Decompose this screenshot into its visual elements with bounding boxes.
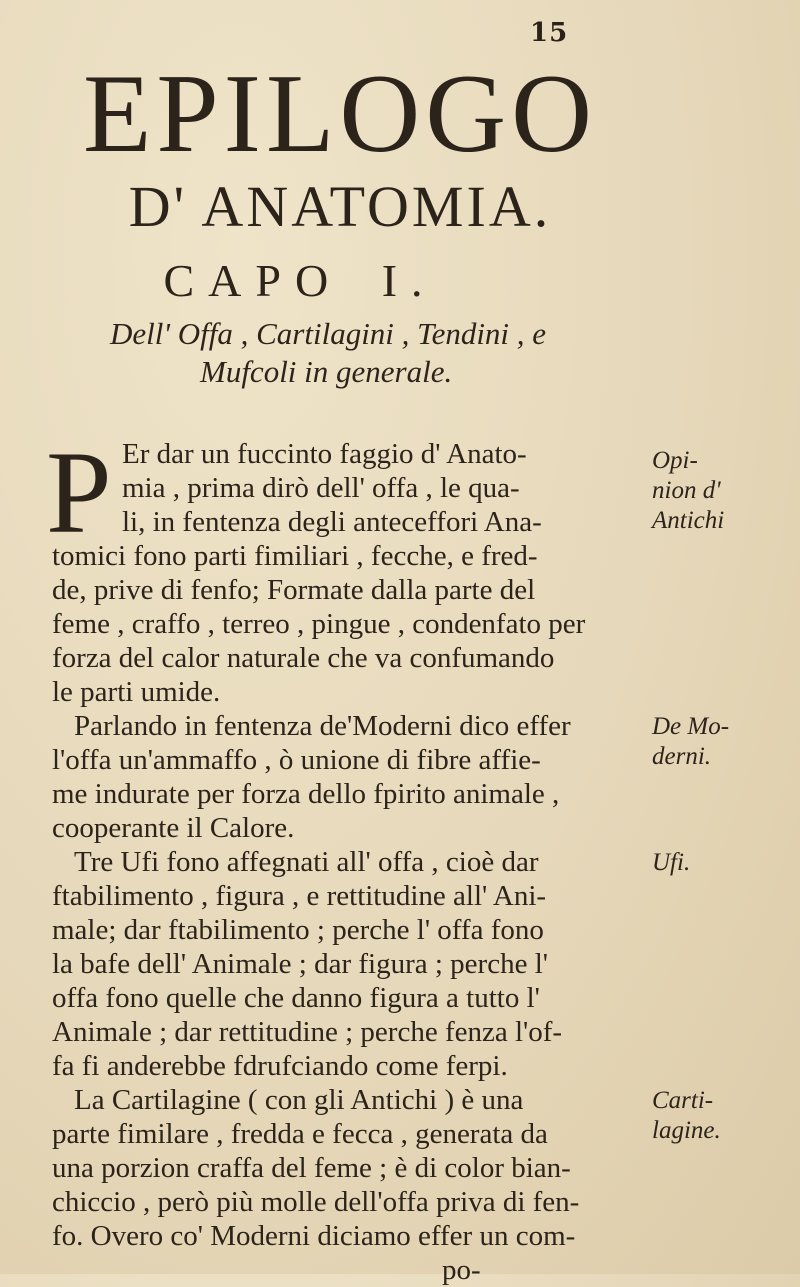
margin-note-line: lagine. (652, 1117, 721, 1144)
main-title: EPILOGO (82, 52, 598, 176)
text-line: ftabilimento , figura , e rettitudine all' Ani- (52, 880, 547, 912)
text-line: parte fimilare , fredda e fecca , generata da (52, 1118, 548, 1150)
text-line: Parlando in fentenza de'Moderni dico effer (74, 710, 571, 742)
title-subject: D' ANATOMIA. (128, 174, 552, 239)
drop-cap: P (46, 427, 112, 558)
page-number: 15 (530, 18, 569, 48)
margin-note-uses (652, 848, 690, 878)
paragraph-3 (52, 845, 632, 1083)
paragraph-1 (52, 437, 632, 709)
margin-note-moderns (652, 712, 729, 772)
margin-note-line: derni. (652, 743, 712, 770)
text-line: li, in fentenza degli anteceffori Ana- (122, 506, 542, 538)
text-line: me indurate per forza dello fpirito animale , (52, 778, 560, 810)
text-line: Tre Ufi fono affegnati all' offa , cioè dar (74, 846, 539, 878)
chapter-subtitle-line-2: Mufcoli in generale. (200, 354, 453, 389)
margin-note-opinion (652, 446, 724, 536)
text-line: La Cartilagine ( con gli Antichi ) è una (74, 1084, 524, 1116)
margin-note-cartilage (652, 1086, 721, 1146)
text-line: mia , prima dirò dell' offa , le qua- (122, 472, 520, 504)
text-line: feme , craffo , terreo , pingue , condenfato per (52, 608, 586, 640)
margin-note-line: Antichi (652, 507, 725, 534)
margin-note-line: nion d' (652, 477, 721, 504)
chapter-subtitle-line-1: Dell' Offa , Cartilagini , Tendini , e (110, 316, 547, 351)
paragraph-2 (52, 709, 632, 845)
margin-note-line: Carti- (652, 1087, 714, 1114)
text-line: chiccio , però più molle dell'offa priva di fen- (52, 1186, 580, 1218)
margin-note-line: De Mo- (652, 713, 730, 740)
text-line: la bafe dell' Animale ; dar figura ; perche l' (52, 948, 548, 980)
text-line: Er dar un fuccinto faggio d' Anato- (122, 438, 527, 470)
text-line: male; dar ftabilimento ; perche l' offa fono (52, 914, 544, 946)
text-line: fa fi anderebbe fdrufciando come ferpi. (52, 1050, 508, 1082)
text-line: le parti umide. (52, 676, 221, 708)
text-line: l'offa un'ammaffo , ò unione di fibre affie- (52, 744, 541, 776)
text-line: de, prive di fenfo; Formate dalla parte del (52, 574, 536, 606)
text-line: cooperante il Calore. (52, 812, 295, 844)
text-line: forza del calor naturale che va confumando (52, 642, 555, 674)
text-line: fo. Overo co' Moderni diciamo effer un com- (52, 1220, 576, 1252)
margin-note-line: Opi- (652, 447, 698, 474)
text-line: una porzion craffa del feme ; è di color bian- (52, 1152, 571, 1184)
text-line: offa fono quelle che danno figura a tutto l' (52, 982, 540, 1014)
chapter-heading: CAPO I. (163, 255, 437, 306)
catchword: po- (442, 1254, 481, 1286)
text-line: tomici fono parti fimiliari , fecche, e fred- (52, 540, 538, 572)
text-line: Animale ; dar rettitudine ; perche fenza l'of- (52, 1016, 563, 1048)
paragraph-4 (52, 1083, 632, 1287)
margin-note-line: Ufi. (652, 849, 691, 876)
